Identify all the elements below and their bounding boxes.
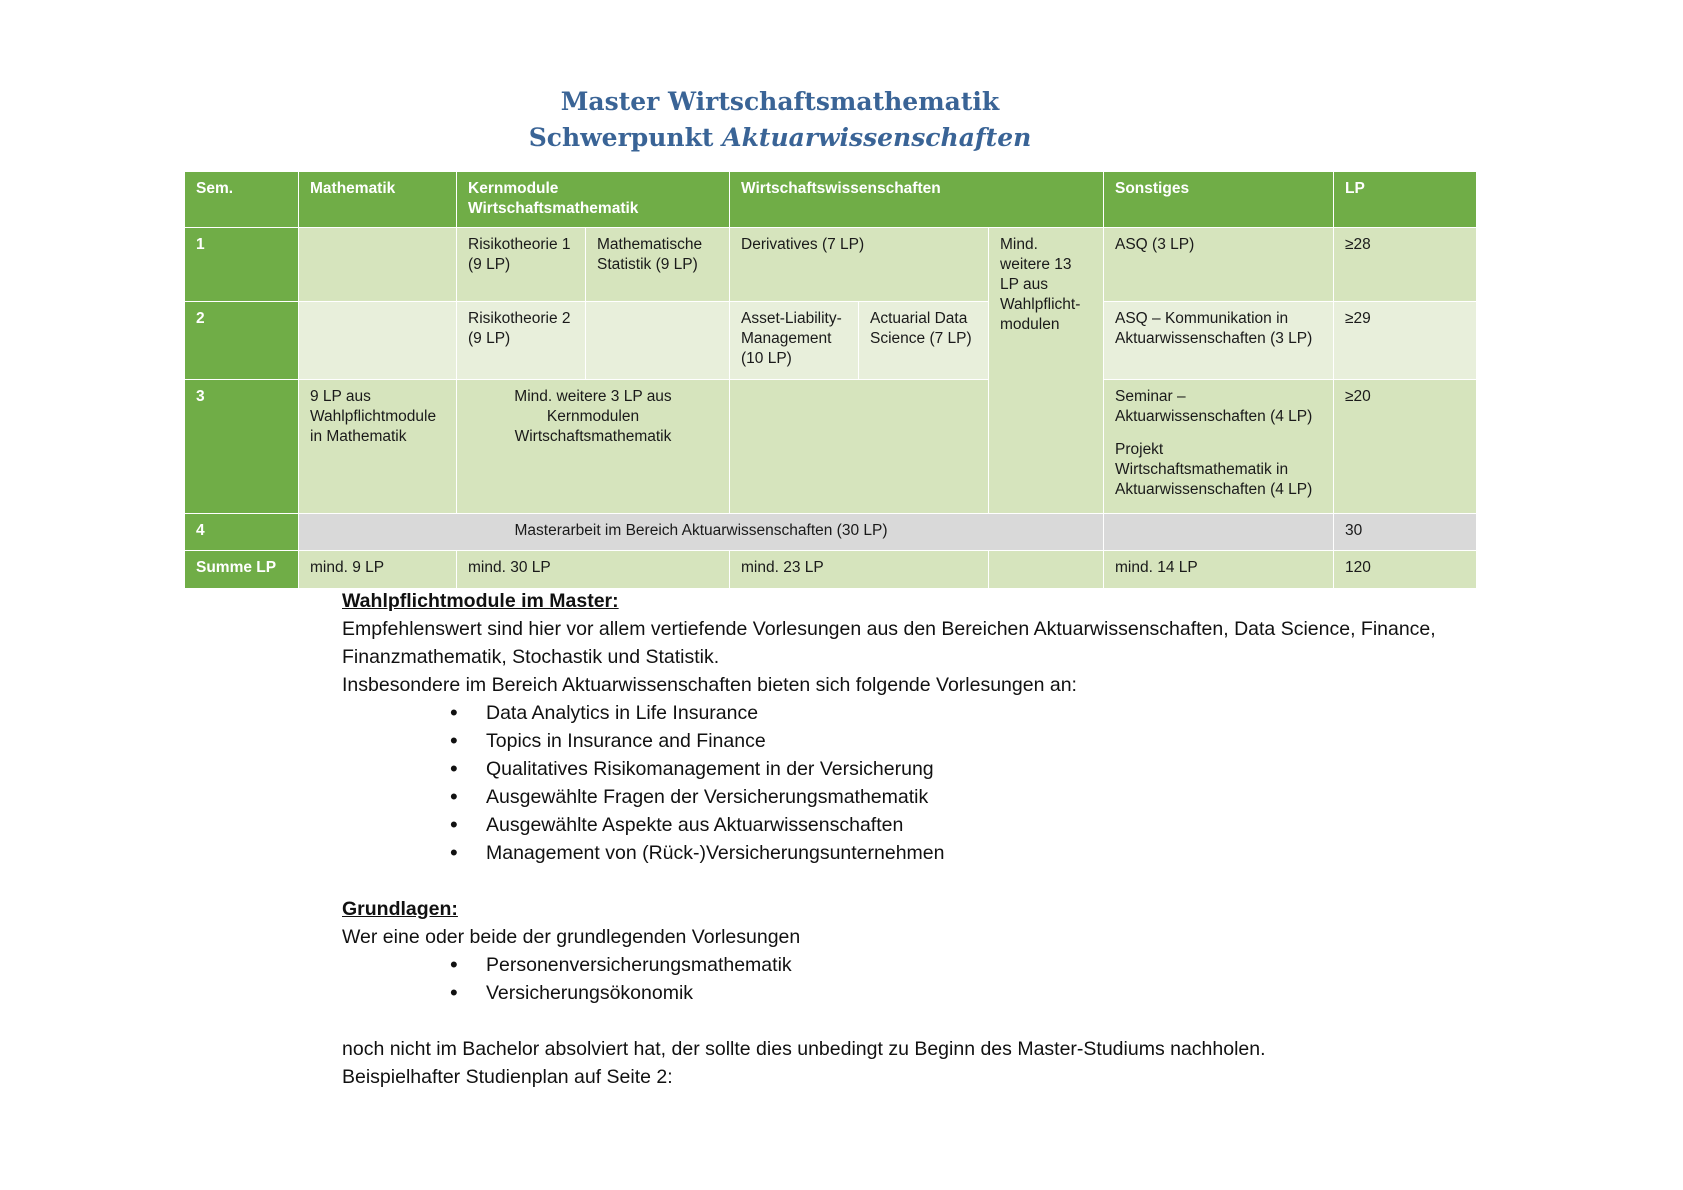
sonst-cell-empty [1104,514,1334,551]
sum-label-cell: Summe LP [185,551,299,589]
lp-cell: 30 [1334,514,1477,551]
table-header-row [185,172,1477,228]
table-row-summe [185,551,1477,589]
kern-cell-risikotheorie-2: Risikotheorie 2 (9 LP) [457,302,586,380]
study-plan-table [184,171,1477,589]
title-line-1: Master Wirtschaftsmathematik [560,87,1000,116]
grundlagen-paragraph-3: Beispielhafter Studienplan auf Seite 2: [342,1066,673,1088]
sonst-cell-asq-kommunikation: ASQ – Kommunikation in Aktuarwissenschaften (3 LP) [1104,302,1334,380]
list-item: • Ausgewählte Fragen der Versicherungsmathematik [342,783,1582,811]
title-line-2-emphasis: Aktuarwissenschaften [722,123,1032,152]
grundlagen-paragraph-1: Wer eine oder beide der grundlegenden Vorlesungen [342,926,801,948]
header-wirtschaftswissenschaften: Wirtschaftswissenschaften [730,172,1104,228]
sonst-seminar: Seminar – Aktuarwissenschaften (4 LP) [1115,388,1313,425]
table-row-semester-2 [185,302,1477,380]
sum-lp-cell: 120 [1334,551,1477,589]
wiwi-cell-alm: Asset-Liability-Management (10 LP) [730,302,859,380]
math-cell [299,302,457,380]
wiwi-cell-derivatives: Derivatives (7 LP) [730,228,989,302]
table-row-semester-1 [185,228,1477,302]
list-item: • Topics in Insurance and Finance [342,727,1582,755]
grundlagen-paragraph-2: noch nicht im Bachelor absolviert hat, der sollte dies unbedingt zu Beginn des Master-Studiums nachholen. [342,1038,1266,1060]
masterarbeit-cell: Masterarbeit im Bereich Aktuarwissenschaften (30 LP) [299,514,1104,551]
wahlpflicht-cell: Mind. weitere 13 LP aus Wahlpflicht-modulen [989,228,1104,514]
kern-cell-mind-weitere: Mind. weitere 3 LP aus Kernmodulen Wirtschaftsmathematik [457,380,730,514]
list-item: • Management von (Rück-)Versicherungsunternehmen [342,839,1582,867]
sem-cell: 4 [185,514,299,551]
kern-cell-empty [586,302,730,380]
wahlpflicht-heading: Wahlpflichtmodule im Master: [342,590,619,612]
kern-cell-statistik: Mathematische Statistik (9 LP) [586,228,730,302]
lp-cell: ≥28 [1334,228,1477,302]
sem-cell: 2 [185,302,299,380]
math-cell-wahlpflicht: 9 LP aus Wahlpflichtmodule in Mathematik [299,380,457,514]
math-cell [299,228,457,302]
header-sonstiges: Sonstiges [1104,172,1334,228]
wahlpflicht-list [342,699,1582,867]
kern-cell-risikotheorie-1: Risikotheorie 1 (9 LP) [457,228,586,302]
lp-cell: ≥29 [1334,302,1477,380]
grundlagen-list [342,951,1582,1007]
sem-cell: 1 [185,228,299,302]
list-item: • Ausgewählte Aspekte aus Aktuarwissenschaften [342,811,1582,839]
header-lp: LP [1334,172,1477,228]
table-row-semester-3 [185,380,1477,514]
sonst-cell-asq: ASQ (3 LP) [1104,228,1334,302]
table-row-semester-4 [185,514,1477,551]
wahlpflicht-paragraph-1: Empfehlenswert sind hier vor allem vertiefende Vorlesungen aus den Bereichen Aktuarwissenschaften, Data Science, Finance, Finanzmathematik, Stochastik und Statistik. [342,618,1436,668]
lp-cell: ≥20 [1334,380,1477,514]
grundlagen-heading: Grundlagen: [342,898,458,920]
list-item: • Versicherungsökonomik [342,979,1582,1007]
sum-wiwi-cell: mind. 23 LP [730,551,989,589]
list-item: • Data Analytics in Life Insurance [342,699,1582,727]
sum-sonst-cell: mind. 14 LP [1104,551,1334,589]
wahlpflicht-paragraph-2: Insbesondere im Bereich Aktuarwissenschaften bieten sich folgende Vorlesungen an: [342,674,1077,696]
sum-kern-cell: mind. 30 LP [457,551,730,589]
sem-cell: 3 [185,380,299,514]
page-title [0,84,1560,156]
sum-math-cell: mind. 9 LP [299,551,457,589]
list-item: • Personenversicherungsmathematik [342,951,1582,979]
sonst-cell-seminar-projekt [1104,380,1334,514]
wiwi-cell-actuarial-data-science: Actuarial Data Science (7 LP) [859,302,989,380]
list-item: • Qualitatives Risikomanagement in der Versicherung [342,755,1582,783]
sonst-projekt: Projekt Wirtschaftsmathematik in Aktuarwissenschaften (4 LP) [1115,441,1313,498]
wiwi-cell-empty [730,380,989,514]
sum-wahl-cell [989,551,1104,589]
header-sem: Sem. [185,172,299,228]
header-mathematik: Mathematik [299,172,457,228]
body-text [342,587,1582,1091]
header-kernmodule: Kernmodule Wirtschaftsmathematik [457,172,730,228]
title-line-2-prefix: Schwerpunkt [528,123,714,152]
title-line-2 [0,120,1560,156]
